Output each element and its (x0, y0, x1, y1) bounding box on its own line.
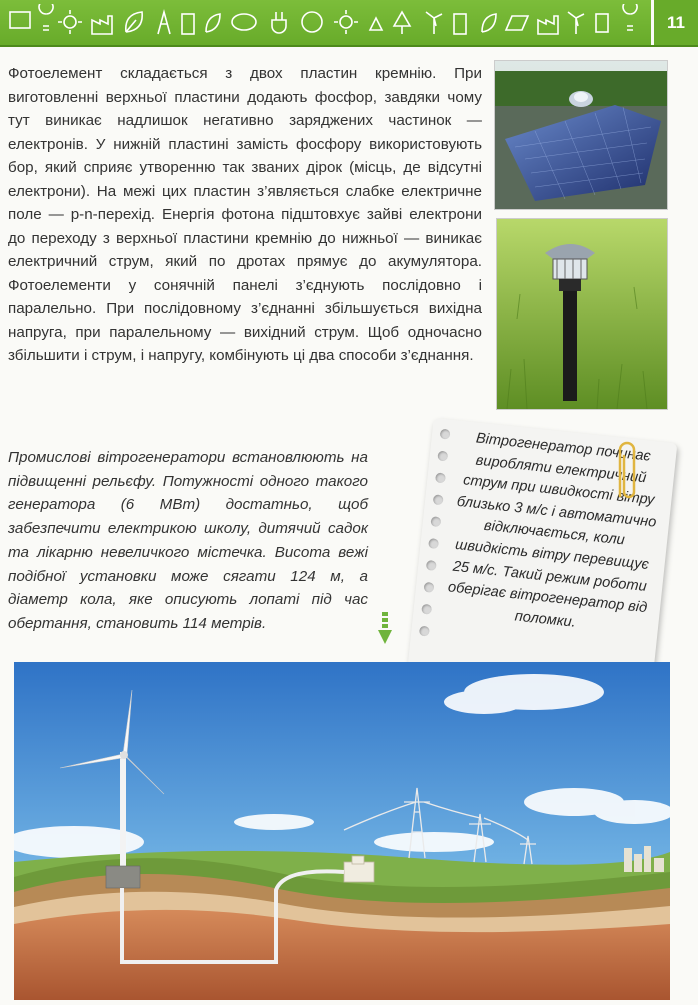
battery-icon (182, 14, 194, 34)
leaf-icon (126, 12, 142, 32)
co2-cloud-icon (232, 14, 256, 30)
paperclip-icon (612, 436, 642, 506)
wind-turbine-icon (568, 12, 584, 34)
factory-icon (538, 16, 558, 34)
solar-panel-icon (506, 16, 528, 30)
down-arrow-icon (378, 612, 392, 646)
leaf-icon (482, 14, 496, 32)
sun-icon (340, 16, 352, 28)
wind-turbine-scene (14, 662, 670, 1000)
factory-icon (92, 16, 112, 34)
recycle-icon (370, 18, 382, 30)
battery-icon (454, 14, 466, 34)
tower-icon (158, 12, 170, 34)
italic-paragraph: Промислові вітрогенератори встановлюють на підвищенні рельєфу. Потужності одного такого генератора (6 МВт) достатньо, щоб забезпечити електрикою школу, дитячий садок та лікарню невеличкого містечка. Висота вежі подібної установки може сягати 124 м, а діаметр кола, яке описують лопаті під час обертання, становить 114 метрів. (8, 449, 368, 632)
solar-panel-icon (10, 12, 30, 28)
page-number: 11 (651, 0, 698, 45)
bulb-icon (39, 4, 53, 30)
main-paragraph: Фотоелемент складається з двох пластин кремнію. При виготовленні верхньої пластини додають фосфор, завдяки чому тут виникає надлишок негативно заряджених частинок — електронів. У нижній пластині замість фосфору використовують бор, який сприяє утворенню так званих дірок (місць, де відсутні електрони). На межі цих пластин з’являється слабке електричне поле — p-n-перехід. Енергія фотона підштовхує зайві електрони до переходу з верхньої пластини кремнію до нижньої — виникає електричний струм, який по дротах прямує до акумулятора. Фотоелементи у сонячній панелі з’єднують послідовно і паралельно. При послідовному з’єднанні збільшується вихідна напруга, при паралельному — вихідний струм. Щоб одночасно збільшити і струм, і напругу, комбінують ці два способи з’єднання. (8, 65, 482, 364)
plug-icon (272, 12, 286, 33)
bulb-icon (623, 4, 637, 30)
leaf-icon (206, 14, 220, 32)
header-band (0, 0, 698, 47)
note-text: Вітрогенератор починає виробляти електричний струм при швидкості вітру близько 3 м/с і автоматично відключається, коли швидкість вітру перевищує 25 м/с. Такий режим роботи оберігає вітрогенератор від поломки. (447, 430, 658, 631)
sun-icon (64, 16, 76, 28)
wind-turbine-icon (426, 12, 442, 34)
eco-icons-strip (6, 4, 646, 40)
garden-lamp-photo (496, 218, 668, 410)
solar-car-photo (494, 60, 668, 210)
tree-icon (394, 12, 410, 34)
globe-icon (302, 12, 322, 32)
fuel-pump-icon (596, 14, 608, 32)
